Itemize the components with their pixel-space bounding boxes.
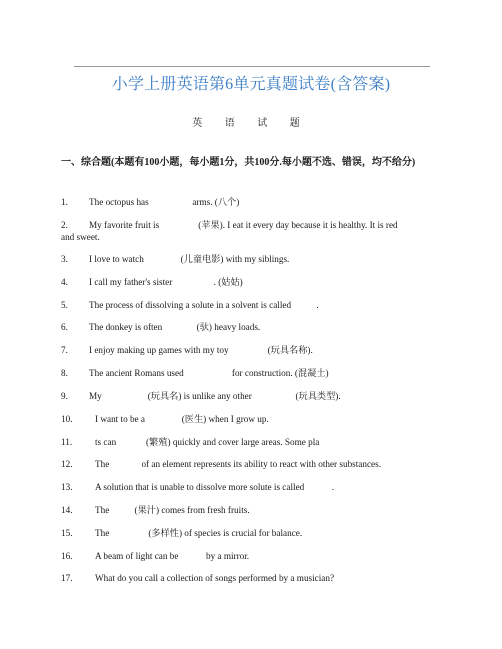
question-text: The ancient Romans used for construction. (混凝土) <box>89 368 329 378</box>
question-text: The octopus has arms. (八个) <box>89 197 240 207</box>
question-item <box>61 321 439 333</box>
question-text: The (多样性) of species is crucial for balance. <box>95 528 303 538</box>
question-item <box>61 196 439 208</box>
question-number: 2. <box>61 220 68 230</box>
question-item <box>61 219 439 243</box>
question-item <box>61 458 439 470</box>
question-text: A beam of light can be by a mirror. <box>95 551 250 561</box>
question-text: I want to be a (医生) when I grow up. <box>95 414 269 424</box>
question-item <box>61 299 439 311</box>
question-item <box>61 572 439 584</box>
question-number: 10. <box>61 414 73 424</box>
question-item <box>61 344 439 356</box>
question-text: The of an element represents its ability to react with other substances. <box>95 459 382 469</box>
section-heading: 一、综合题(本题有100小题，每小题1分，共100分.每小题不选、错误，均不给分) <box>61 157 416 168</box>
question-number: 16. <box>61 551 73 561</box>
question-number: 15. <box>61 528 73 538</box>
question-number: 5. <box>61 300 68 310</box>
question-number: 1. <box>61 197 68 207</box>
question-item <box>61 390 439 402</box>
question-number: 11. <box>61 437 73 447</box>
question-number: 8. <box>61 368 68 378</box>
question-text: My (玩具名) is unlike any other (玩具类型). <box>89 391 341 401</box>
question-item <box>61 276 439 288</box>
document-title: 小学上册英语第6单元真题试卷(含答案) <box>111 76 391 93</box>
question-item <box>61 413 439 425</box>
question-number: 4. <box>61 277 68 287</box>
question-number: 7. <box>61 345 68 355</box>
question-item <box>61 481 439 493</box>
question-text: ts can (繁殖) quickly and cover large areas. Some pla <box>95 437 320 447</box>
question-item <box>61 436 439 448</box>
question-number: 6. <box>61 322 68 332</box>
question-item <box>61 253 439 265</box>
question-text: The donkey is often (驮) heavy loads. <box>89 322 261 332</box>
question-item <box>61 527 439 539</box>
question-item <box>61 367 439 379</box>
question-number: 14. <box>61 505 73 515</box>
question-text: My favorite fruit is (苹果). I eat it every day because it is healthy. It is red <box>89 220 398 230</box>
question-text: A solution that is unable to dissolve more solute is called . <box>95 482 335 492</box>
document-subtitle: 英 语 试 题 <box>192 118 310 129</box>
question-number: 9. <box>61 391 68 401</box>
question-text: The (果汁) comes from fresh fruits. <box>95 505 250 515</box>
question-text: I enjoy making up games with my toy (玩具名称). <box>89 345 313 355</box>
question-text: I love to watch (儿童电影) with my siblings. <box>89 254 290 264</box>
question-text: What do you call a collection of songs performed by a musician? <box>95 573 335 583</box>
question-number: 17. <box>61 573 73 583</box>
question-text: The process of dissolving a solute in a solvent is called . <box>89 300 319 310</box>
question-number: 3. <box>61 254 68 264</box>
question-number: 13. <box>61 482 73 492</box>
question-text-continued: and sweet. <box>61 232 100 242</box>
question-item <box>61 550 439 562</box>
header-divider <box>74 66 430 67</box>
question-item <box>61 504 439 516</box>
question-text: I call my father's sister . (姑姑) <box>89 277 243 287</box>
question-number: 12. <box>61 459 73 469</box>
